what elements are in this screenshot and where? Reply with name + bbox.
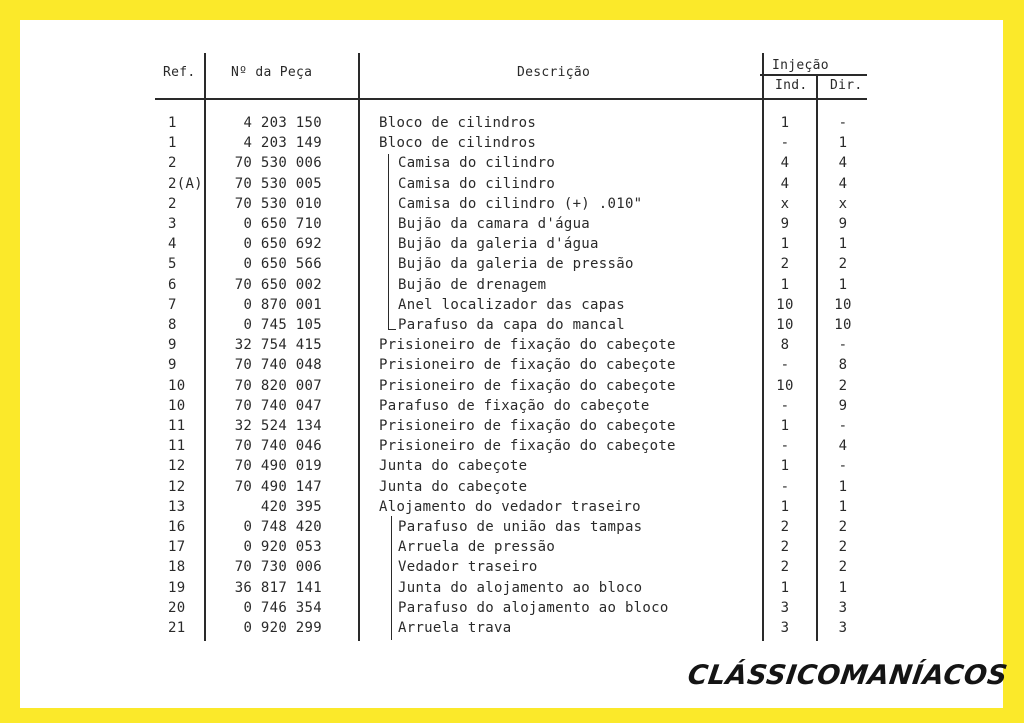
row-qty-dir: 9	[838, 398, 848, 414]
row-qty-dir: -	[838, 458, 848, 474]
row-ref: 7	[168, 297, 177, 313]
row-qty-dir: 1	[838, 499, 848, 515]
header-part-no: Nº da Peça	[231, 65, 313, 80]
row-description: Bujão da camara d'água	[398, 216, 591, 232]
row-qty-ind: 10	[776, 297, 794, 313]
row-description: Parafuso de fixação do cabeçote	[379, 398, 650, 414]
row-part-number: 32 754 415	[234, 337, 322, 353]
row-description: Bujão da galeria de pressão	[398, 256, 634, 272]
row-description: Bujão da galeria d'água	[398, 236, 599, 252]
row-qty-dir: 9	[838, 216, 848, 232]
row-qty-dir: 2	[838, 559, 848, 575]
column-divider-description	[762, 53, 764, 641]
row-ref: 8	[168, 317, 177, 333]
row-qty-dir: 4	[838, 155, 848, 171]
row-part-number: 70 530 010	[234, 196, 322, 212]
row-ref: 12	[168, 479, 186, 495]
row-part-number: 70 820 007	[234, 378, 322, 394]
row-part-number: 70 740 048	[234, 357, 322, 373]
row-part-number: 70 490 019	[234, 458, 322, 474]
row-qty-ind: 1	[780, 236, 790, 252]
row-description: Arruela trava	[398, 620, 512, 636]
row-description: Vedador traseiro	[398, 559, 538, 575]
row-part-number: 0 920 053	[243, 539, 322, 555]
row-ref: 20	[168, 600, 186, 616]
row-description: Bloco de cilindros	[379, 115, 537, 131]
row-qty-ind: 1	[780, 418, 790, 434]
row-description: Parafuso de união das tampas	[398, 519, 643, 535]
row-ref: 1	[168, 115, 177, 131]
row-qty-ind: 3	[780, 600, 790, 616]
header-description: Descrição	[517, 65, 591, 80]
row-part-number: 0 650 566	[243, 256, 322, 272]
row-qty-dir: 1	[838, 236, 848, 252]
row-qty-ind: 1	[780, 277, 790, 293]
row-part-number: 0 746 354	[243, 600, 322, 616]
row-part-number: 70 490 147	[234, 479, 322, 495]
row-ref: 5	[168, 256, 177, 272]
row-part-number: 0 870 001	[243, 297, 322, 313]
row-qty-ind: 10	[776, 317, 794, 333]
row-qty-ind: 8	[780, 337, 790, 353]
row-ref: 3	[168, 216, 177, 232]
row-part-number: 70 530 006	[234, 155, 322, 171]
column-divider-part	[358, 53, 360, 641]
row-description: Camisa do cilindro	[398, 155, 556, 171]
row-ref: 18	[168, 559, 186, 575]
row-qty-dir: 3	[838, 600, 848, 616]
row-qty-dir: 2	[838, 378, 848, 394]
column-divider-injection	[816, 76, 818, 641]
row-qty-dir: 1	[838, 479, 848, 495]
row-qty-ind: 1	[780, 115, 790, 131]
row-qty-dir: 10	[834, 317, 852, 333]
row-part-number: 4 203 149	[243, 135, 322, 151]
row-ref: 1	[168, 135, 177, 151]
header-ind: Ind.	[775, 78, 808, 93]
row-part-number: 70 530 005	[234, 176, 322, 192]
row-description: Camisa do cilindro (+) .010"	[398, 196, 643, 212]
row-ref: 16	[168, 519, 186, 535]
row-part-number: 0 650 710	[243, 216, 322, 232]
row-qty-ind: -	[780, 438, 790, 454]
row-qty-ind: -	[780, 398, 790, 414]
row-qty-ind: -	[780, 135, 790, 151]
group-bracket-2	[391, 516, 392, 640]
row-description: Anel localizador das capas	[398, 297, 625, 313]
row-ref: 9	[168, 337, 177, 353]
row-qty-ind: -	[780, 357, 790, 373]
row-qty-ind: 10	[776, 378, 794, 394]
row-qty-ind: 4	[780, 176, 790, 192]
group-bracket-1	[388, 154, 389, 330]
group-bracket-1-foot	[388, 329, 396, 330]
row-part-number: 32 524 134	[234, 418, 322, 434]
row-qty-dir: x	[838, 196, 848, 212]
row-qty-ind: 2	[780, 539, 790, 555]
row-qty-ind: 1	[780, 458, 790, 474]
row-qty-dir: 1	[838, 580, 848, 596]
header-injection: Injeção	[772, 58, 829, 73]
row-description: Prisioneiro de fixação do cabeçote	[379, 378, 676, 394]
row-qty-dir: 2	[838, 539, 848, 555]
row-ref: 12	[168, 458, 186, 474]
row-qty-dir: 10	[834, 297, 852, 313]
row-qty-dir: 3	[838, 620, 848, 636]
row-qty-dir: -	[838, 337, 848, 353]
row-part-number: 70 730 006	[234, 559, 322, 575]
row-qty-dir: 8	[838, 357, 848, 373]
row-ref: 17	[168, 539, 186, 555]
row-qty-dir: 2	[838, 519, 848, 535]
row-qty-ind: 9	[780, 216, 790, 232]
header-rule	[155, 98, 867, 100]
row-part-number: 0 920 299	[243, 620, 322, 636]
row-qty-ind: x	[780, 196, 790, 212]
row-part-number: 0 748 420	[243, 519, 322, 535]
row-ref: 11	[168, 438, 186, 454]
row-ref: 10	[168, 398, 186, 414]
row-qty-ind: -	[780, 479, 790, 495]
row-ref: 21	[168, 620, 186, 636]
header-dir: Dir.	[830, 78, 863, 93]
row-description: Junta do alojamento ao bloco	[398, 580, 643, 596]
row-part-number: 36 817 141	[234, 580, 322, 596]
row-qty-dir: -	[838, 115, 848, 131]
row-description: Junta do cabeçote	[379, 479, 528, 495]
row-ref: 6	[168, 277, 177, 293]
row-ref: 2	[168, 196, 177, 212]
row-qty-dir: 4	[838, 438, 848, 454]
row-ref: 13	[168, 499, 186, 515]
row-qty-ind: 2	[780, 559, 790, 575]
row-description: Alojamento do vedador traseiro	[379, 499, 641, 515]
row-ref: 2	[168, 155, 177, 171]
row-qty-ind: 4	[780, 155, 790, 171]
row-part-number: 0 745 105	[243, 317, 322, 333]
row-part-number: 70 740 046	[234, 438, 322, 454]
row-description: Arruela de pressão	[398, 539, 556, 555]
row-description: Prisioneiro de fixação do cabeçote	[379, 357, 676, 373]
row-part-number: 4 203 150	[243, 115, 322, 131]
row-qty-dir: 2	[838, 256, 848, 272]
header-ref: Ref.	[163, 65, 196, 80]
row-part-number: 420 395	[260, 499, 322, 515]
row-part-number: 0 650 692	[243, 236, 322, 252]
row-qty-ind: 2	[780, 256, 790, 272]
brand-logo: CLÁSSICOMANÍACOS	[685, 660, 1010, 691]
row-qty-dir: 1	[838, 277, 848, 293]
row-ref: 2(A)	[168, 176, 203, 192]
row-description: Camisa do cilindro	[398, 176, 556, 192]
row-description: Prisioneiro de fixação do cabeçote	[379, 337, 676, 353]
row-qty-ind: 1	[780, 580, 790, 596]
row-part-number: 70 650 002	[234, 277, 322, 293]
row-qty-ind: 3	[780, 620, 790, 636]
row-part-number: 70 740 047	[234, 398, 322, 414]
row-qty-dir: 4	[838, 176, 848, 192]
row-description: Prisioneiro de fixação do cabeçote	[379, 438, 676, 454]
row-description: Junta do cabeçote	[379, 458, 528, 474]
document-page	[20, 20, 1003, 708]
row-description: Parafuso da capa do mancal	[398, 317, 625, 333]
injection-rule	[760, 74, 867, 76]
row-description: Prisioneiro de fixação do cabeçote	[379, 418, 676, 434]
row-ref: 10	[168, 378, 186, 394]
row-ref: 19	[168, 580, 186, 596]
row-ref: 9	[168, 357, 177, 373]
row-qty-dir: -	[838, 418, 848, 434]
row-ref: 11	[168, 418, 186, 434]
row-description: Bujão de drenagem	[398, 277, 547, 293]
column-divider-ref	[204, 53, 206, 641]
row-qty-ind: 1	[780, 499, 790, 515]
row-qty-ind: 2	[780, 519, 790, 535]
row-description: Bloco de cilindros	[379, 135, 537, 151]
row-ref: 4	[168, 236, 177, 252]
row-description: Parafuso do alojamento ao bloco	[398, 600, 669, 616]
row-qty-dir: 1	[838, 135, 848, 151]
